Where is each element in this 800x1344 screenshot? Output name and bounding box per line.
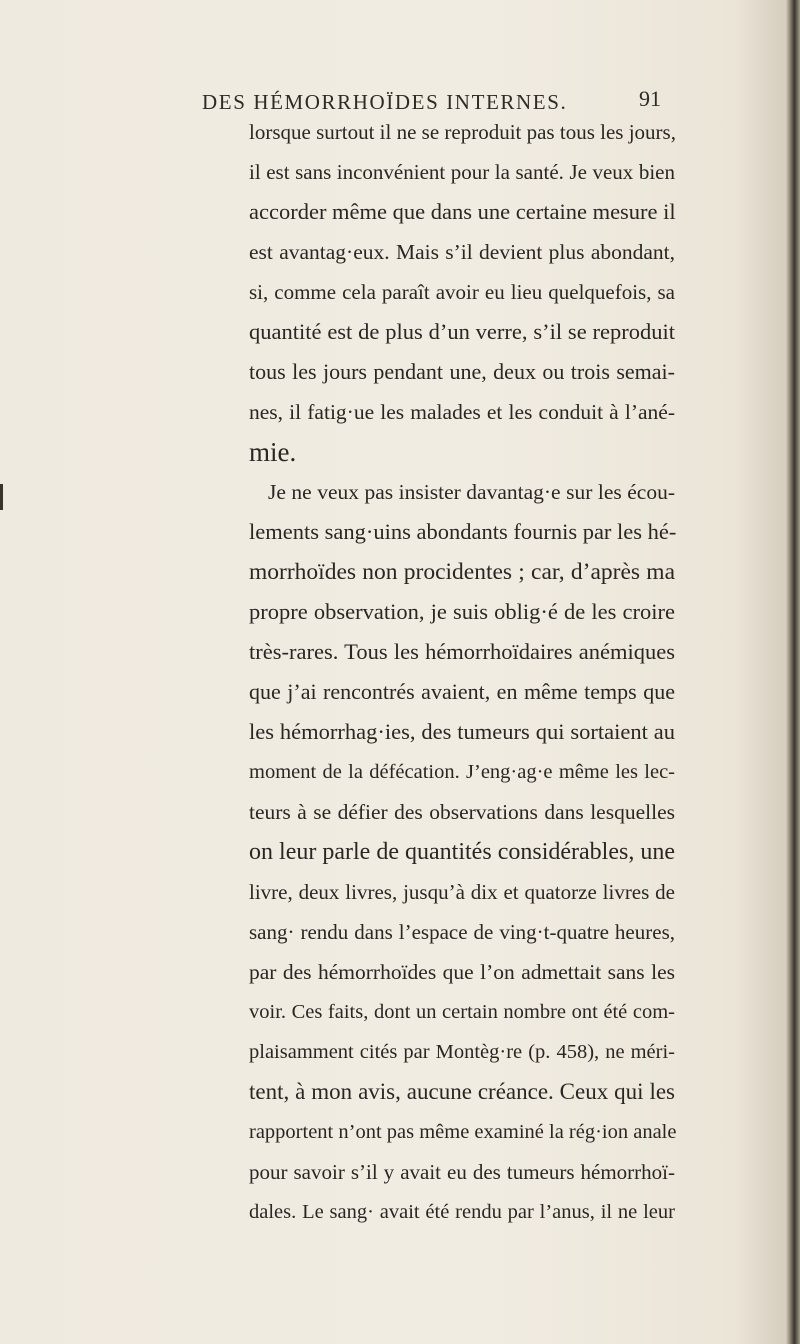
text-line: très-rares. Tous les hémorrhoïdaires anémiques (249, 639, 675, 664)
page-number: 91 (639, 86, 661, 111)
text-line: on leur parle de quantités considérables, une (249, 839, 675, 865)
text-line: est avantag·eux. Mais s’il devient plus abondant, (249, 240, 675, 264)
text-line: livre, deux livres, jusqu’à dix et quatorze livres de (249, 880, 675, 904)
text-line: sang· rendu dans l’espace de ving·t-quatre heures, (249, 920, 675, 944)
text-line: morrhoïdes non procidentes ; car, d’après ma (249, 559, 675, 585)
text-line: les hémorrhag·ies, des tumeurs qui sortaient au (249, 719, 675, 744)
text-line: accorder même que dans une certaine mesure il (249, 199, 676, 224)
text-line: mie. (249, 437, 297, 467)
text-line: Je ne veux pas insister davantag·e sur les écou- (268, 480, 675, 504)
text-line: plaisamment cités par Montèg·re (p. 458), ne méri- (249, 1041, 675, 1063)
text-line: si, comme cela paraît avoir eu lieu quelquefois, sa (249, 280, 675, 304)
text-line: tous les jours pendant une, deux ou trois semai- (249, 359, 675, 384)
text-line: teurs à se défier des observations dans lesquelles (249, 800, 675, 824)
text-line: pour savoir s’il y avait eu des tumeurs hémorrhoï- (249, 1160, 675, 1184)
page-binding-edge (786, 0, 800, 1344)
text-line: dales. Le sang· avait été rendu par l’anus, il ne leur (249, 1201, 675, 1223)
text-line: par des hémorrhoïdes que l’on admettait sans les (249, 960, 675, 984)
margin-mark (0, 484, 3, 510)
text-line: quantité est de plus d’un verre, s’il se reproduit (249, 319, 675, 344)
text-line: voir. Ces faits, dont un certain nombre ont été com- (249, 1001, 675, 1023)
text-line: rapportent n’ont pas même examiné la rég·ion anale (249, 1121, 677, 1143)
text-line: propre observation, je suis oblig·é de les croire (249, 599, 675, 624)
text-line: lorsque surtout il ne se reproduit pas tous les jours, (249, 120, 676, 144)
text-line: lements sang·uins abondants fournis par les hé- (249, 519, 677, 544)
running-title: DES HÉMORRHOÏDES INTERNES. (202, 90, 568, 114)
text-line: nes, il fatig·ue les malades et les conduit à l’ané- (249, 400, 675, 424)
text-line: que j’ai rencontrés avaient, en même temps que (249, 679, 675, 704)
text-line: il est sans inconvénient pour la santé. Je veux bien (249, 160, 675, 184)
text-line: tent, à mon avis, aucune créance. Ceux qui les (249, 1079, 675, 1104)
text-line: moment de la défécation. J’eng·ag·e même les lec- (249, 761, 675, 783)
